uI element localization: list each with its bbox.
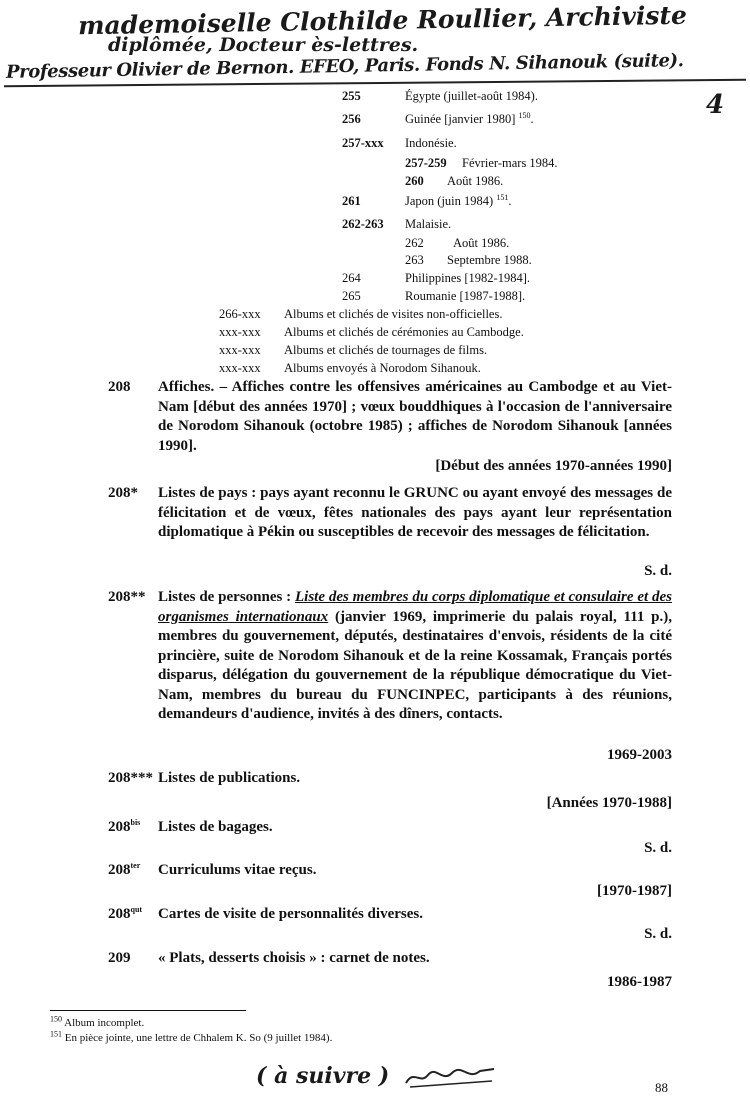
- entry-text: Cartes de visite de personnalités diverses.: [158, 906, 423, 922]
- entry-209: [108, 949, 672, 969]
- entry-text: Listes de personnes : Liste des membres du corps diplomatique et consulaire et des organismes internationaux (janvier 1969, imprimerie du palais royal, 111 p.), membres du gouvernement, députés, destinataires d'envois, résidents de la cité princière, suite de Norodom Sihanouk et de la reine Kossamak, Français portés disparus, délégation du gouvernement de la république démocratique du Viet-Nam, membres du bureau du FUNCINPEC, participants à des réunions, demandeurs d'audience, invités à des dîners, contacts.: [158, 589, 673, 722]
- list-item-label: Malaisie.: [405, 217, 452, 231]
- footnote-divider: [50, 1010, 246, 1011]
- entry-text: « Plats, desserts choisis » : carnet de notes.: [158, 950, 430, 966]
- list-item-label: Japon (juin 1984) $^{151}$.: [405, 192, 512, 208]
- entry-208-quater: [108, 905, 672, 925]
- list-item-label: Égypte (juillet-août 1984).: [405, 89, 538, 103]
- list-item-number: 256: [342, 112, 361, 126]
- handwritten-header-line3: Professeur Olivier de Bernon. EFEO, Paris. Fonds N. Sihanouk (suite).: [5, 50, 684, 83]
- list-item-label: Roumanie [1987-1988].: [405, 289, 526, 303]
- handwritten-continuation: ( à suivre ): [256, 1063, 390, 1089]
- list-item-number: 264: [342, 271, 361, 285]
- entry-number: 209: [108, 950, 131, 966]
- page-number: 88: [655, 1080, 668, 1095]
- entry-date: 1986-1987: [607, 974, 672, 990]
- list-item-number: 257-xxx: [342, 136, 384, 150]
- handwritten-initials: [402, 1063, 498, 1091]
- list-item-number: xxx-xxx: [219, 325, 261, 339]
- document-title: Liste des membres du corps diplomatique et consulaire et des organismes internationaux: [158, 589, 673, 625]
- list-item-number: xxx-xxx: [219, 361, 261, 375]
- entry-date: S. d.: [644, 926, 672, 942]
- list-item-label: Albums et clichés de visites non-officielles.: [284, 307, 503, 321]
- entry-text: Listes de pays : pays ayant reconnu le GRUNC ou ayant envoyé des messages de félicitation et de vœux, fêtes nationales des pays ayant leur représentation diplomatique à Pékin ou susceptibles de recevoir des messages de félicitation.: [158, 485, 672, 540]
- entry-number: $208^{ter}$: [108, 861, 141, 878]
- entry-text: Affiches. – Affiches contre les offensives américaines au Cambodge et au Viet-Nam [début des années 1970] ; vœux bouddhiques à l'occasion de l'anniversaire de Norodom Sihanouk (octobre 1985) ; affiches de Norodom Sihanouk [années 1990].: [158, 379, 672, 454]
- handwritten-header-line1: mademoiselle Clothilde Roullier, Archiviste: [77, 0, 688, 41]
- entry-date: S. d.: [644, 840, 672, 856]
- list-item-number: 262-263: [342, 217, 384, 231]
- list-item-label: Août 1986.: [453, 236, 510, 250]
- list-item-label: Août 1986.: [447, 174, 504, 188]
- list-item-number: 262: [405, 236, 424, 250]
- entry-text: Curriculums vitae reçus.: [158, 862, 317, 878]
- entry-208-double-star: [108, 588, 672, 738]
- handwritten-header-line2: diplômée, Docteur ès-lettres.: [108, 34, 419, 56]
- entry-208-bis: [108, 818, 672, 838]
- entry-date: [1970-1987]: [597, 883, 672, 899]
- entry-208-ter: [108, 861, 672, 881]
- list-item-label: Albums et clichés de tournages de films.: [284, 343, 488, 357]
- entry-number: $208^{qut}$: [108, 905, 143, 922]
- list-item-number: 257-259: [405, 156, 447, 170]
- entry-date: [Début des années 1970-années 1990]: [435, 458, 672, 474]
- list-item-number: 260: [405, 174, 424, 188]
- list-item-label: Indonésie.: [405, 136, 457, 150]
- list-item-number: 265: [342, 289, 361, 303]
- list-item-label: Guinée [janvier 1980] $^{150}$.: [405, 110, 534, 126]
- list-item-label: Février-mars 1984.: [462, 156, 558, 170]
- entry-208-triple-star: [108, 769, 672, 789]
- handwritten-page-mark: 4: [706, 90, 725, 120]
- list-item-number: xxx-xxx: [219, 343, 261, 357]
- entry-208-star: [108, 484, 672, 564]
- list-item-label: Albums et clichés de cérémonies au Cambodge.: [284, 325, 524, 339]
- entry-date: [Années 1970-1988]: [546, 795, 672, 811]
- list-item-number: 261: [342, 194, 361, 208]
- entry-number: 208***: [108, 770, 153, 786]
- list-item-label: Albums envoyés à Norodom Sihanouk.: [284, 361, 481, 375]
- footnote: $^{151}$ En pièce jointe, une lettre de Chhalem K. So (9 juillet 1984).: [50, 1029, 333, 1044]
- entry-number: 208**: [108, 589, 146, 605]
- footnote-ref: 150: [518, 110, 531, 120]
- list-item-number: 266-xxx: [219, 307, 261, 321]
- entry-text: Listes de publications.: [158, 770, 301, 786]
- entry-208: [108, 378, 672, 458]
- entry-number: 208: [108, 379, 131, 395]
- list-item-number: 263: [405, 253, 424, 267]
- entry-date: S. d.: [644, 563, 672, 579]
- list-item-number: 255: [342, 89, 361, 103]
- entry-number: $208^{bis}$: [108, 818, 141, 835]
- entry-text: Listes de bagages.: [158, 819, 273, 835]
- list-item-label: Philippines [1982-1984].: [405, 271, 530, 285]
- footnote-ref: 151: [496, 192, 509, 202]
- footnote: $^{150}$ Album incomplet.: [50, 1014, 145, 1029]
- entry-date: 1969-2003: [607, 747, 672, 763]
- entry-number: 208*: [108, 485, 138, 501]
- list-item-label: Septembre 1988.: [447, 253, 532, 267]
